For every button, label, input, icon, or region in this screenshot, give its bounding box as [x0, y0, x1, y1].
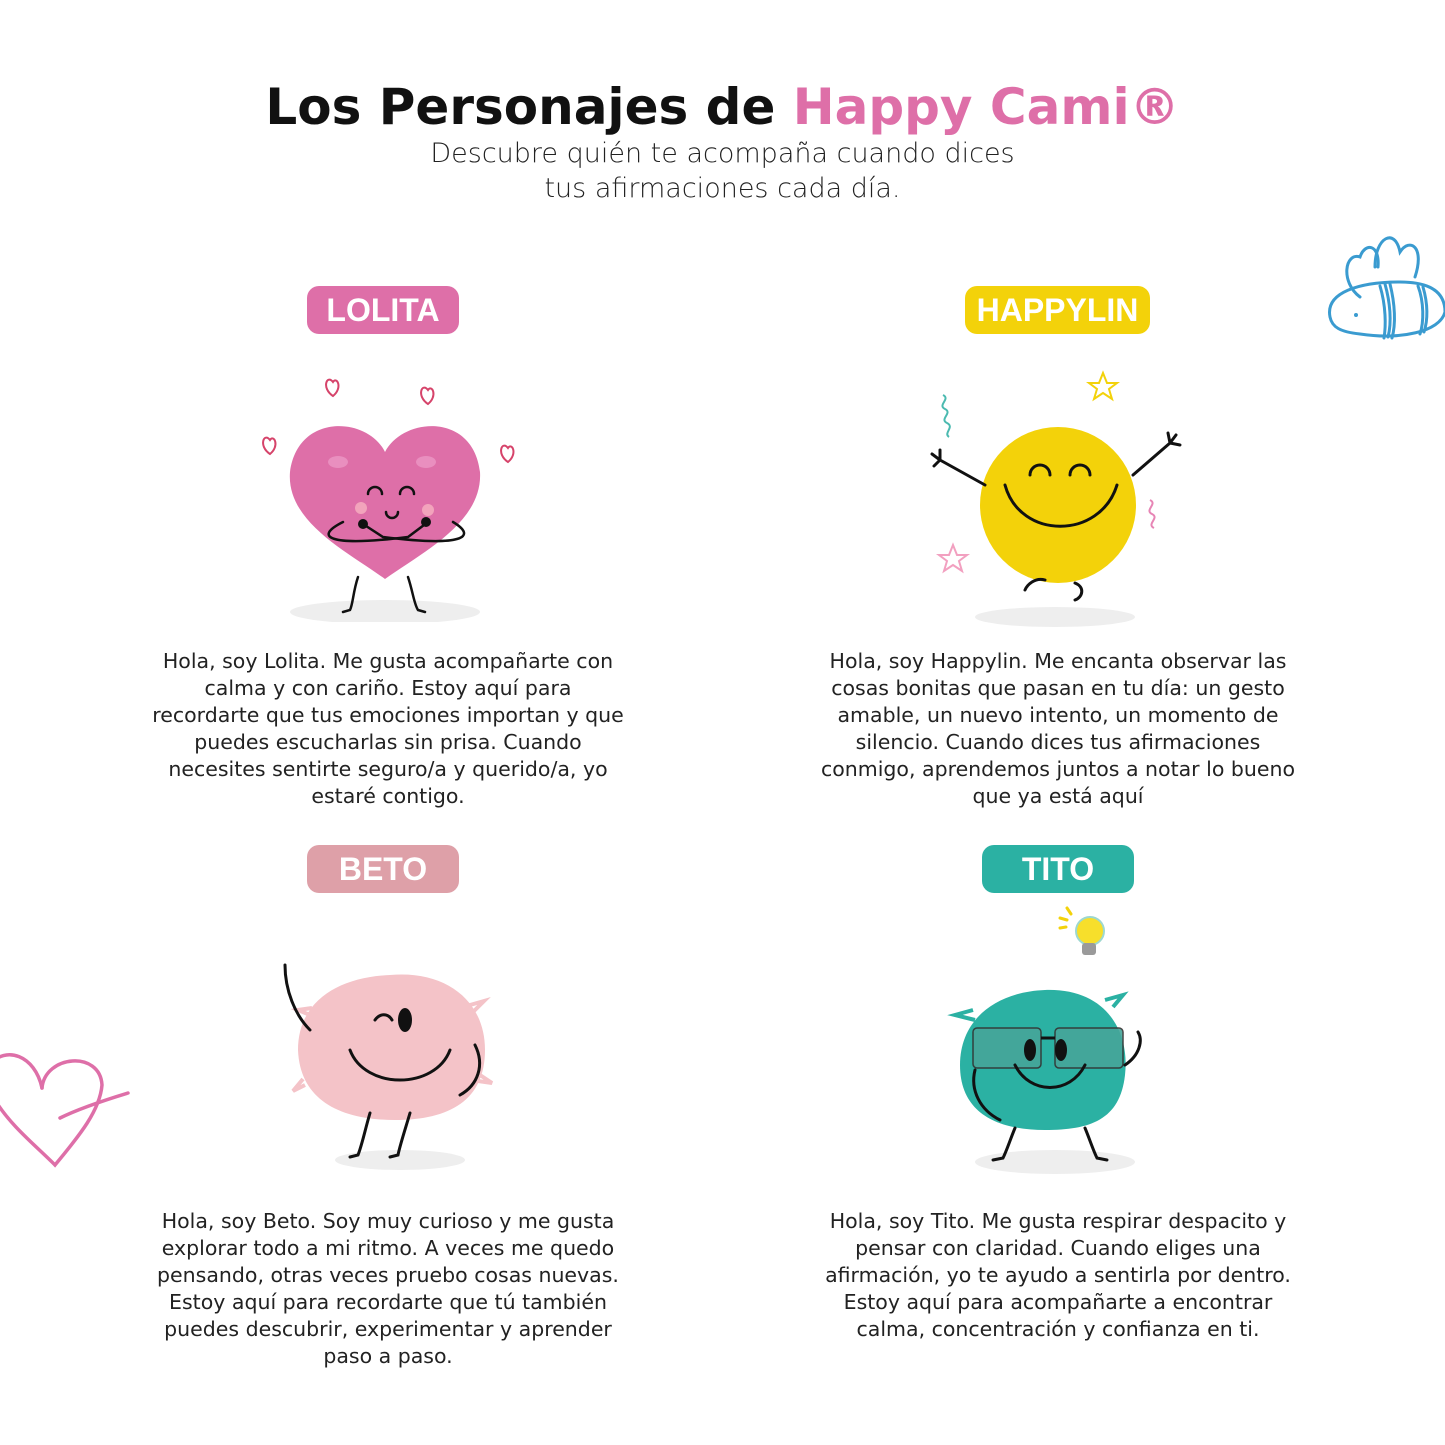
- subtitle-line-1: Descubre quién te acompaña cuando dices: [430, 138, 1015, 169]
- lolita-description: Hola, soy Lolita. Me gusta acompañarte con calma y con cariño. Estoy aquí para recordarte que tus emociones importan y que puedes escucharlas sin prisa. Cuando necesites sentirte seguro/a y querido/a, yo estaré contigo.: [152, 649, 624, 808]
- character-label-happylin: [965, 286, 1150, 334]
- page-subtitle: [0, 136, 1445, 206]
- brand-name: Happy Cami®: [792, 78, 1180, 136]
- happylin-name: HAPPYLIN: [976, 291, 1139, 328]
- heart-arrow-doodle-icon: [0, 1040, 135, 1170]
- subtitle-line-2: tus afirmaciones cada día.: [544, 173, 901, 204]
- beto-fluffy-character-icon: [270, 955, 510, 1175]
- happylin-smiley-character-icon: [925, 365, 1195, 630]
- beto-description: Hola, soy Beto. Soy muy curioso y me gusta explorar todo a mi ritmo. A veces me quedo pensando, otras veces pruebo cosas nuevas. Estoy aquí para recordarte que tú también puedes descubrir, experimentar y aprender paso a paso.: [157, 1209, 619, 1368]
- bee-doodle-icon: [1320, 222, 1445, 347]
- lolita-name: LOLITA: [326, 291, 440, 328]
- tito-name: TITO: [1021, 850, 1095, 887]
- tito-glasses-character-icon: [945, 980, 1155, 1175]
- tito-description: Hola, soy Tito. Me gusta respirar despacito y pensar con claridad. Cuando eliges una afirmación, yo te ayudo a sentirla por dentro. Estoy aquí para acompañarte a encontrar calma, concentración y confianza en ti.: [825, 1209, 1291, 1341]
- character-label-tito: [982, 845, 1134, 893]
- title-prefix: Los Personajes de: [265, 78, 793, 136]
- beto-name: BETO: [338, 850, 428, 887]
- character-label-beto: [307, 845, 459, 893]
- lolita-heart-character-icon: [258, 372, 548, 622]
- page-title: [0, 78, 1445, 136]
- happylin-description: Hola, soy Happylin. Me encanta observar las cosas bonitas que pasan en tu día: un gesto amable, un nuevo intento, un momento de silencio. Cuando dices tus afirmaciones conmigo, aprendemos juntos a notar lo bueno que ya está aquí: [820, 649, 1296, 808]
- character-label-lolita: [307, 286, 459, 334]
- lightbulb-icon: [1055, 903, 1115, 968]
